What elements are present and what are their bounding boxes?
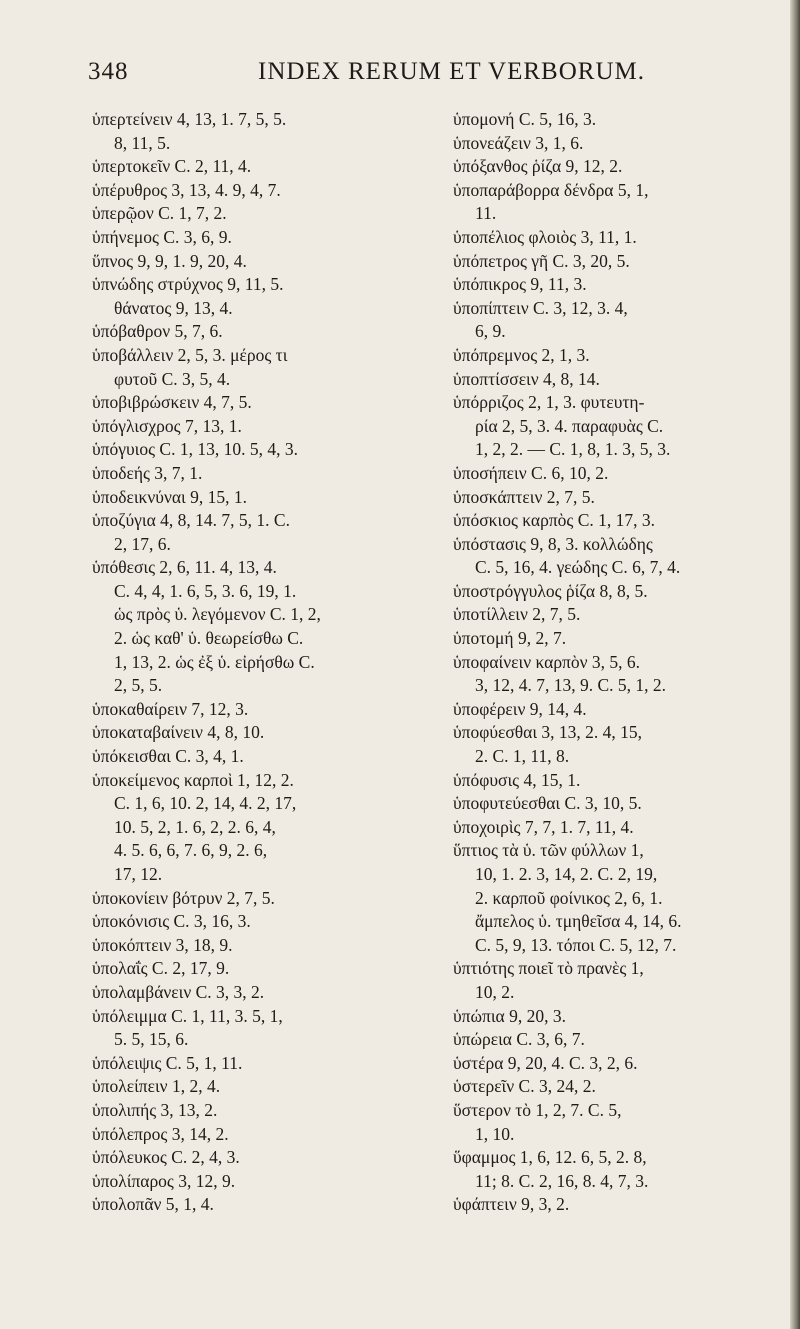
index-entry: ὑπολαΐς C. 2, 17, 9. xyxy=(92,958,230,979)
index-entry: ὑποτίλλειν 2, 7, 5. xyxy=(453,604,581,625)
index-entry: ὑποβιβρώσκειν 4, 7, 5. xyxy=(92,392,252,413)
index-entry-continuation: φυτοῦ C. 3, 5, 4. xyxy=(114,368,231,389)
index-entry: ὑποκονίειν βότρυν 2, 7, 5. xyxy=(92,887,275,908)
index-entry: ὑπόβαθρον 5, 7, 6. xyxy=(92,321,223,342)
index-entry: ὑπερῷον C. 1, 7, 2. xyxy=(92,203,227,224)
index-entry: ὑφάπτειν 9, 3, 2. xyxy=(453,1194,570,1215)
index-entry: ὑπώρεια C. 3, 6, 7. xyxy=(453,1029,585,1050)
index-entry-continuation: ἄμπελος ὑ. τμηθεῖσα 4, 14, 6. xyxy=(475,911,682,932)
index-entry-continuation: 10. 5, 2, 1. 6, 2, 2. 6, 4, xyxy=(114,816,276,837)
index-entry: ὑπόπετρος γῆ C. 3, 20, 5. xyxy=(453,250,630,271)
index-entry: ὑποφύεσθαι 3, 13, 2. 4, 15, xyxy=(453,722,643,743)
index-entry: ὑπερτείνειν 4, 13, 1. 7, 5, 5. xyxy=(92,109,287,129)
index-entry: ὑπόλειψις C. 5, 1, 11. xyxy=(92,1052,243,1073)
index-entry-continuation: C. 1, 6, 10. 2, 14, 4. 2, 17, xyxy=(114,793,297,814)
index-entry: ὑπόγυιος C. 1, 13, 10. 5, 4, 3. xyxy=(92,439,298,460)
index-entry: ὑπολοπᾶν 5, 1, 4. xyxy=(92,1194,214,1215)
index-entry: ὑστέρα 9, 20, 4. C. 3, 2, 6. xyxy=(453,1052,638,1073)
index-entry: ὑποβάλλειν 2, 5, 3. μέρος τι xyxy=(92,344,288,365)
index-entry: ὑποφαίνειν καρπὸν 3, 5, 6. xyxy=(453,651,641,672)
index-entry: ὑποκαθαίρειν 7, 12, 3. xyxy=(92,698,249,719)
index-entry: ὑποζύγια 4, 8, 14. 7, 5, 1. C. xyxy=(92,510,290,531)
index-entry-continuation: 2. ὡς καθ' ὑ. θεωρείσθω C. xyxy=(114,628,304,649)
index-entry: ὑπόλεπρος 3, 14, 2. xyxy=(92,1123,229,1144)
index-column-left xyxy=(92,108,432,1217)
index-entry: ὑστερεῖν C. 3, 24, 2. xyxy=(453,1076,596,1097)
index-entry-continuation: 10, 2. xyxy=(475,981,515,1002)
index-entry: ὑπολίπαρος 3, 12, 9. xyxy=(92,1170,236,1191)
index-entry: ὑπολείπειν 1, 2, 4. xyxy=(92,1076,221,1097)
running-title: INDEX RERUM ET VERBORUM. xyxy=(258,58,645,85)
index-entry: ὑποδεής 3, 7, 1. xyxy=(92,462,203,483)
index-entry: ὑπόρριζος 2, 1, 3. φυτευτη- xyxy=(453,392,645,413)
page-header xyxy=(88,58,728,90)
index-entry: ὑποκαταβαίνειν 4, 8, 10. xyxy=(92,722,265,743)
index-entry: ὑπήνεμος C. 3, 6, 9. xyxy=(92,226,232,247)
index-entry-continuation: 2. καρποῦ φοίνικος 2, 6, 1. xyxy=(475,887,663,908)
index-entry-continuation: 10, 1. 2. 3, 14, 2. C. 2, 19, xyxy=(475,864,658,884)
book-spine-edge xyxy=(790,0,800,1329)
index-entry-continuation: 5. 5, 15, 6. xyxy=(114,1029,189,1050)
index-entry: ὑπόξανθος ῥίζα 9, 12, 2. xyxy=(453,156,623,177)
index-entry: ὑπέρυθρος 3, 13, 4. 9, 4, 7. xyxy=(92,179,281,200)
index-entry: ὑποκείμενος καρποὶ 1, 12, 2. xyxy=(92,769,294,790)
index-entry: ὑπνώδης στρύχνος 9, 11, 5. xyxy=(92,274,284,295)
page-number: 348 xyxy=(88,58,129,85)
index-entry-continuation: 11. xyxy=(475,203,497,224)
index-entry: ὑποκόνισις C. 3, 16, 3. xyxy=(92,911,251,932)
index-entry-continuation: 1, 13, 2. ὡς ἐξ ὑ. εἰρήσθω C. xyxy=(114,651,315,672)
index-entry: ὕπτιος τὰ ὑ. τῶν φύλλων 1, xyxy=(453,840,644,861)
index-entry-continuation: 1, 2, 2. — C. 1, 8, 1. 3, 5, 3. xyxy=(475,439,671,460)
index-entry: ὑπόπικρος 9, 11, 3. xyxy=(453,274,587,295)
index-entry-continuation: C. 5, 9, 13. τόποι C. 5, 12, 7. xyxy=(475,934,677,955)
index-entry: ὑπόφυσις 4, 15, 1. xyxy=(453,769,581,790)
index-entry-continuation: 2, 5, 5. xyxy=(114,675,163,696)
index-entry-continuation: 4. 5. 6, 6, 7. 6, 9, 2. 6, xyxy=(114,840,268,861)
index-entry: ὑποπτίσσειν 4, 8, 14. xyxy=(453,368,600,389)
index-entry: ὑποκόπτειν 3, 18, 9. xyxy=(92,934,233,955)
index-entry: ὑποχοιρὶς 7, 7, 1. 7, 11, 4. xyxy=(453,816,634,837)
index-entry: ὑπόλειμμα C. 1, 11, 3. 5, 1, xyxy=(92,1005,283,1026)
index-entry: ὑποτομή 9, 2, 7. xyxy=(453,628,567,649)
index-entry: ὑποφέρειν 9, 14, 4. xyxy=(453,698,587,719)
index-entry: ὑποσκάπτειν 2, 7, 5. xyxy=(453,486,595,507)
index-entry-continuation: 2, 17, 6. xyxy=(114,533,171,554)
index-entry: ὑποδεικνύναι 9, 15, 1. xyxy=(92,486,247,507)
index-entry-continuation: 1, 10. xyxy=(475,1123,515,1144)
index-entry: ὕπνος 9, 9, 1. 9, 20, 4. xyxy=(92,250,247,271)
index-entry: ὑπόκεισθαι C. 3, 4, 1. xyxy=(92,746,244,767)
index-entry: ὑπόστασις 9, 8, 3. κολλώδης xyxy=(453,533,653,554)
index-entry: ὑπόπρεμνος 2, 1, 3. xyxy=(453,344,590,365)
index-entry: ὑπόλευκος C. 2, 4, 3. xyxy=(92,1147,240,1168)
index-entry: ὑπονεάζειν 3, 1, 6. xyxy=(453,132,584,153)
index-entry-continuation: ρία 2, 5, 3. 4. παραφυὰς C. xyxy=(475,415,664,436)
index-entry-continuation: ὡς πρὸς ὑ. λεγόμενον C. 1, 2, xyxy=(114,604,321,625)
index-entry: ὑποπέλιος φλοιὸς 3, 11, 1. xyxy=(453,226,637,247)
index-entry-continuation: C. 4, 4, 1. 6, 5, 3. 6, 19, 1. xyxy=(114,580,297,601)
index-entry: ὑπολιπής 3, 13, 2. xyxy=(92,1099,218,1120)
index-entry: ὑποσήπειν C. 6, 10, 2. xyxy=(453,462,609,483)
index-entry: ὑπερτοκεῖν C. 2, 11, 4. xyxy=(92,156,252,177)
index-entry: ὑπομονή C. 5, 16, 3. xyxy=(453,109,597,129)
index-entry-continuation: C. 5, 16, 4. γεώδης C. 6, 7, 4. xyxy=(475,557,681,578)
index-entry: ὑπολαμβάνειν C. 3, 3, 2. xyxy=(92,981,265,1002)
index-entry: ὑποπαράβορρα δένδρα 5, 1, xyxy=(453,179,649,200)
index-entry: ὑπόσκιος καρπὸς C. 1, 17, 3. xyxy=(453,510,656,531)
index-entry-continuation: 17, 12. xyxy=(114,864,163,884)
index-entry-continuation: 11; 8. C. 2, 16, 8. 4, 7, 3. xyxy=(475,1170,649,1191)
index-entry: ὑπτιότης ποιεῖ τὸ πρανὲς 1, xyxy=(453,958,644,979)
index-entry: ὑπόγλισχρος 7, 13, 1. xyxy=(92,415,242,436)
index-entry: ὕστερον τὸ 1, 2, 7. C. 5, xyxy=(453,1099,622,1120)
index-entry: ὕφαμμος 1, 6, 12. 6, 5, 2. 8, xyxy=(453,1147,647,1168)
index-entry-continuation: 3, 12, 4. 7, 13, 9. C. 5, 1, 2. xyxy=(475,675,667,696)
index-entry-continuation: θάνατος 9, 13, 4. xyxy=(114,297,233,318)
index-entry: ὑποφυτεύεσθαι C. 3, 10, 5. xyxy=(453,793,642,814)
index-entry: ὑπώπια 9, 20, 3. xyxy=(453,1005,566,1026)
index-entry: ὑποστρόγγυλος ῥίζα 8, 8, 5. xyxy=(453,580,648,601)
index-column-right xyxy=(453,108,793,1217)
index-entry: ὑποπίπτειν C. 3, 12, 3. 4, xyxy=(453,297,628,318)
index-entry-continuation: 6, 9. xyxy=(475,321,506,342)
index-entry-continuation: 2. C. 1, 11, 8. xyxy=(475,746,570,767)
index-entry: ὑπόθεσις 2, 6, 11. 4, 13, 4. xyxy=(92,557,277,578)
index-entry-continuation: 8, 11, 5. xyxy=(114,132,171,153)
